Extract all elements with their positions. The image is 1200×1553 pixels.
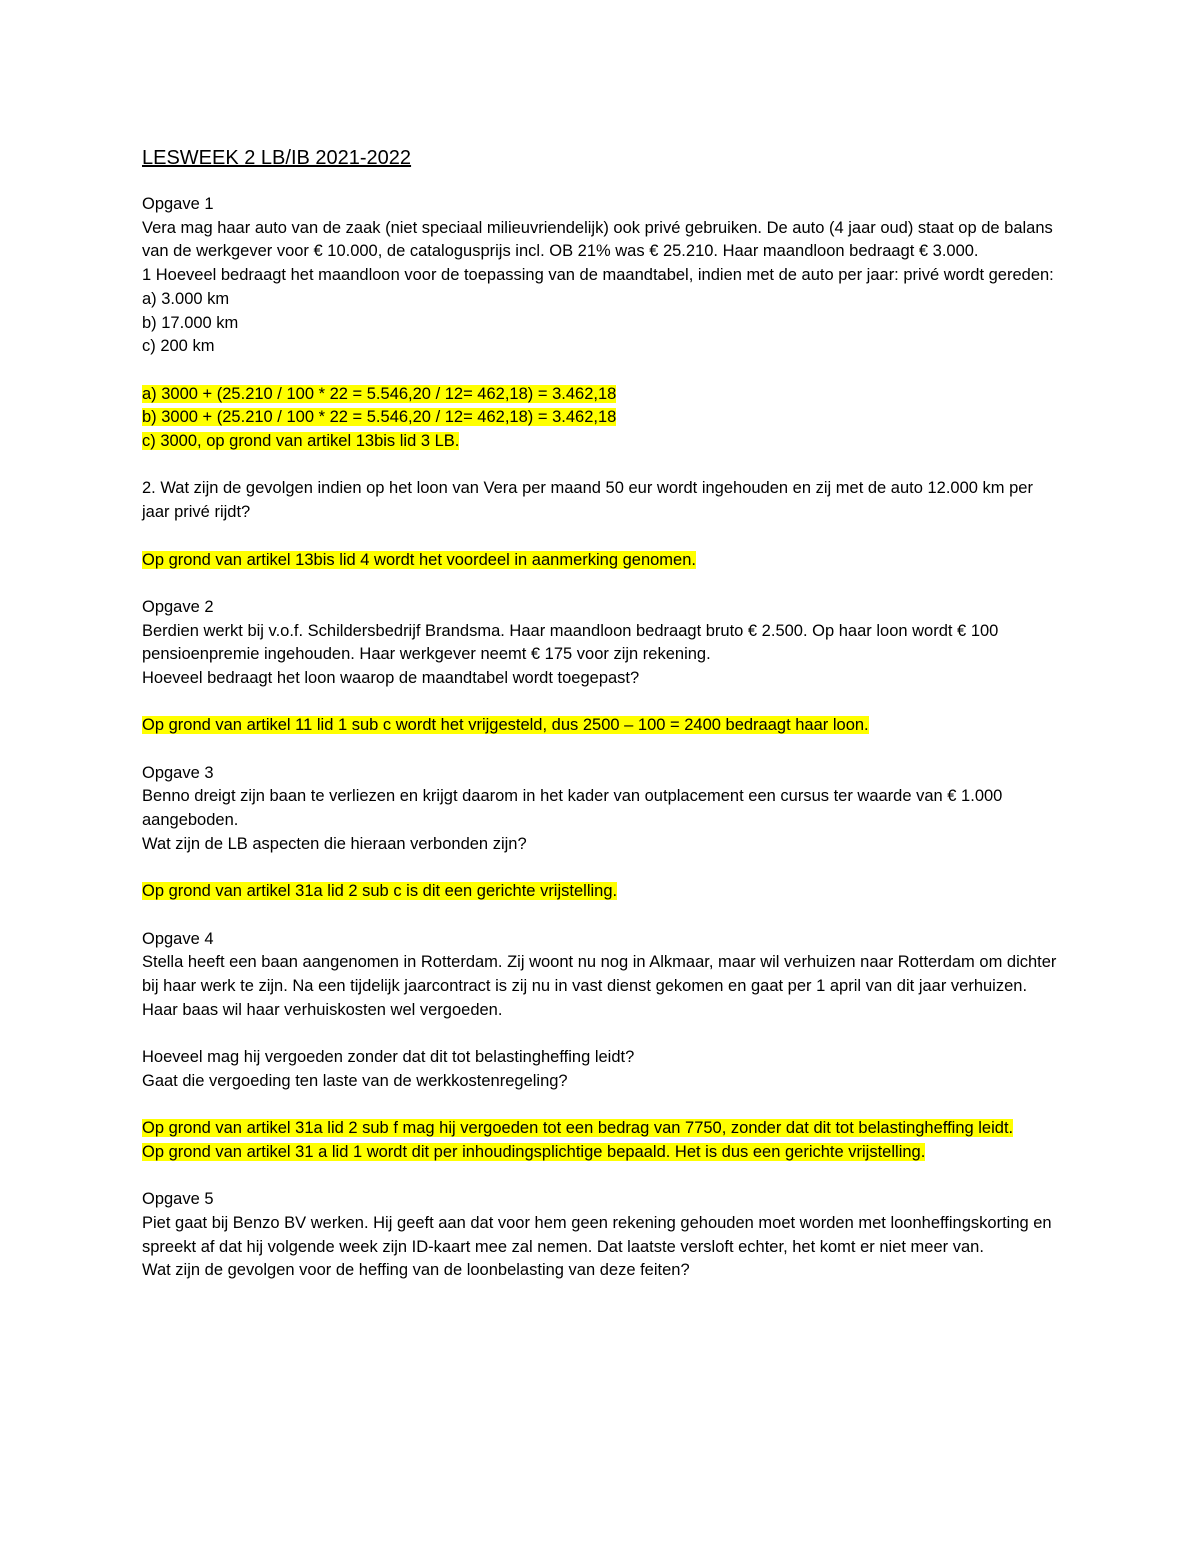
opgave-4-text: Stella heeft een baan aangenomen in Rotterdam. Zij woont nu nog in Alkmaar, maar wil verhuizen naar Rotterdam om dichter bij haar werk te zijn. Na een tijdelijk jaarcontract is zij nu in vast dienst gekomen en gaat per 1 april van dit jaar verhuizen. Haar baas wil haar verhuiskosten wel vergoeden. bbox=[142, 953, 1057, 1019]
opgave-2-text: Berdien werkt bij v.o.f. Schildersbedrijf Brandsma. Haar maandloon bedraagt bruto € 2.500. Op haar loon wordt € 100 pensioenpremie ingehouden. Haar werkgever neemt € 175 voor zijn rekening. bbox=[142, 621, 999, 664]
opgave-5-question: Wat zijn de gevolgen voor de heffing van de loonbelasting van deze feiten? bbox=[142, 1261, 690, 1280]
opgave-3-heading: Opgave 3 bbox=[142, 763, 214, 782]
opgave-1-option-b: b) 17.000 km bbox=[142, 313, 239, 332]
opgave-2-question: Hoeveel bedraagt het loon waarop de maandtabel wordt toegepast? bbox=[142, 669, 640, 687]
opgave-1-answer-b: b) 3000 + (25.210 / 100 * 22 = 5.546,20 / 12= 462,18) = 3.462,18 bbox=[142, 408, 617, 427]
opgave-5-text: Piet gaat bij Benzo BV werken. Hij geeft aan dat voor hem geen rekening gehouden moet worden met loonheffingskorting en spreekt af dat hij volgende week zijn ID-kaart mee zal nemen. Dat laatste versloft echter, het komt er niet meer van. bbox=[142, 1214, 1052, 1256]
opgave-3-question: Wat zijn de LB aspecten die hieraan verbonden zijn? bbox=[142, 834, 527, 853]
document-body bbox=[142, 145, 1062, 1283]
opgave-5-heading: Opgave 5 bbox=[142, 1190, 214, 1209]
opgave-1-text: Vera mag haar auto van de zaak (niet speciaal milieuvriendelijk) ook privé gebruiken. De auto (4 jaar oud) staat op de balans van de werkgever voor € 10.000, de catalogusprijs incl. OB 21% was € 25.210. Haar maandloon bedraagt € 3.000. bbox=[142, 218, 1053, 261]
opgave-2-heading: Opgave 2 bbox=[142, 597, 214, 616]
opgave-3-text: Benno dreigt zijn baan te verliezen en krijgt daarom in het kader van outplacement een cursus ter waarde van € 1.000 aangeboden. bbox=[142, 787, 1003, 830]
opgave-1-answer-a: a) 3000 + (25.210 / 100 * 22 = 5.546,20 / 12= 462,18) = 3.462,18 bbox=[142, 384, 617, 403]
opgave-1-option-a: a) 3.000 km bbox=[142, 289, 230, 308]
opgave-4-answer-1: Op grond van artikel 31a lid 2 sub f mag hij vergoeden tot een bedrag van 7750, zonder dat dit tot belastingheffing leidt. bbox=[142, 1119, 1014, 1138]
opgave-1-answer-2: Op grond van artikel 13bis lid 4 wordt het voordeel in aanmerking genomen. bbox=[142, 550, 696, 569]
opgave-1-heading: Opgave 1 bbox=[142, 195, 214, 213]
opgave-1-question-2: 2. Wat zijn de gevolgen indien op het loon van Vera per maand 50 eur wordt ingehouden en zij met de auto 12.000 km per jaar privé rijdt? bbox=[142, 479, 1033, 522]
opgave-4-question-1: Hoeveel mag hij vergoeden zonder dat dit tot belastingheffing leidt? bbox=[142, 1048, 635, 1067]
opgave-1-answer-c: c) 3000, op grond van artikel 13bis lid 3 LB. bbox=[142, 432, 460, 451]
opgave-4-heading: Opgave 4 bbox=[142, 929, 214, 948]
document-title: LESWEEK 2 LB/IB 2021-2022 bbox=[142, 147, 412, 169]
opgave-4-question-2: Gaat die vergoeding ten laste van de werkkostenregeling? bbox=[142, 1071, 568, 1090]
opgave-3-answer: Op grond van artikel 31a lid 2 sub c is dit een gerichte vrijstelling. bbox=[142, 882, 618, 901]
opgave-1-question-1: 1 Hoeveel bedraagt het maandloon voor de toepassing van de maandtabel, indien met de auto per jaar: privé wordt gereden: bbox=[142, 266, 1054, 285]
opgave-1-option-c: c) 200 km bbox=[142, 337, 215, 356]
opgave-4-answer-2: Op grond van artikel 31 a lid 1 wordt dit per inhoudingsplichtige bepaald. Het is dus een gerichte vrijstelling. bbox=[142, 1142, 926, 1161]
opgave-2-answer: Op grond van artikel 11 lid 1 sub c wordt het vrijgesteld, dus 2500 – 100 = 2400 bedraagt haar loon. bbox=[142, 716, 869, 735]
